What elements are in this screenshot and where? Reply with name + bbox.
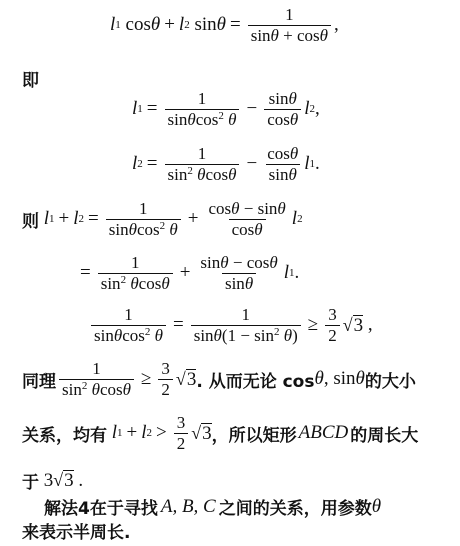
paragraph-line-5: [22, 518, 130, 543]
paragraph-line-1: 同理 $\frac{1}{\sin^2 \theta\cos\theta}$ ≥ $\frac{3}{2}$ √ 3 . 从而无论 cos θ , sin θ 的大小: [22, 359, 416, 399]
equation-l2: l 2 = $\frac{1}{\sin^2 \theta\cos\theta}$ − $\frac{\cos\theta}{\sin\theta}$ l 1 .: [132, 144, 320, 184]
equation-sum-2: = $\frac{1}{\sin^2 \theta\cos\theta}$ + $\frac{\sin\theta - \cos\theta}{\sin\theta}$ l 1 .: [80, 253, 300, 293]
abc-text: A, B, C: [160, 495, 216, 517]
ze-label: 则: [22, 211, 39, 232]
suoyi-text: ，所以矩形: [211, 425, 297, 446]
theta-text: θ: [371, 495, 382, 517]
yu-text: 于: [22, 473, 39, 493]
tongli-label: 同理: [22, 371, 56, 392]
dedaxiao-text: 的大小: [364, 371, 416, 392]
zhijian-text: 之间的关系，用参数: [218, 499, 372, 519]
paragraph-line-3: 于 3 √ 3 .: [22, 469, 84, 493]
laibiaoshi-text: 来表示半周长.: [22, 523, 131, 543]
equation-sum: 则 l 1 + l 2 = $\frac{1}{\sin\theta\cos^2 \theta}$ + $\frac{\cos\theta - \sin\theta}{\cos\theta}$ l 2: [22, 199, 303, 239]
guanxi-text: 关系，均有: [22, 425, 107, 446]
equation-inequality: $\frac{1}{\sin\theta\cos^2 \theta}$ = $\frac{1}{\sin\theta(1 - \sin^2 \theta)}$ ≥ $\frac{3}{2}$ √ 3 ,: [88, 306, 373, 345]
ji-label: 即: [22, 71, 39, 91]
equation-l1: l 1 = $\frac{1}{\sin\theta\cos^2 \theta}$ − $\frac{\sin\theta}{\cos\theta}$ l 2 ,: [132, 89, 320, 129]
paragraph-line-2: 关系，均有 l 1 + l 2 > $\frac{3}{2}$ √ 3 ，所以矩形 ABCD 的周长大: [22, 413, 419, 453]
zhouchang-text: 的周长大: [350, 425, 419, 446]
conger-text: . 从而无论 cos: [196, 371, 315, 392]
paragraph-line-4: [44, 494, 381, 519]
abcd-text: ABCD: [298, 422, 349, 444]
jiefa-text: 解法4在于寻找: [44, 499, 158, 519]
sin-text: sin: [333, 368, 356, 390]
equation-1: l 1 cos θ + l 2 sin θ = $\frac{1}{\sin\theta + \cos\theta}$ ,: [110, 5, 339, 45]
word-ji: [22, 66, 39, 91]
